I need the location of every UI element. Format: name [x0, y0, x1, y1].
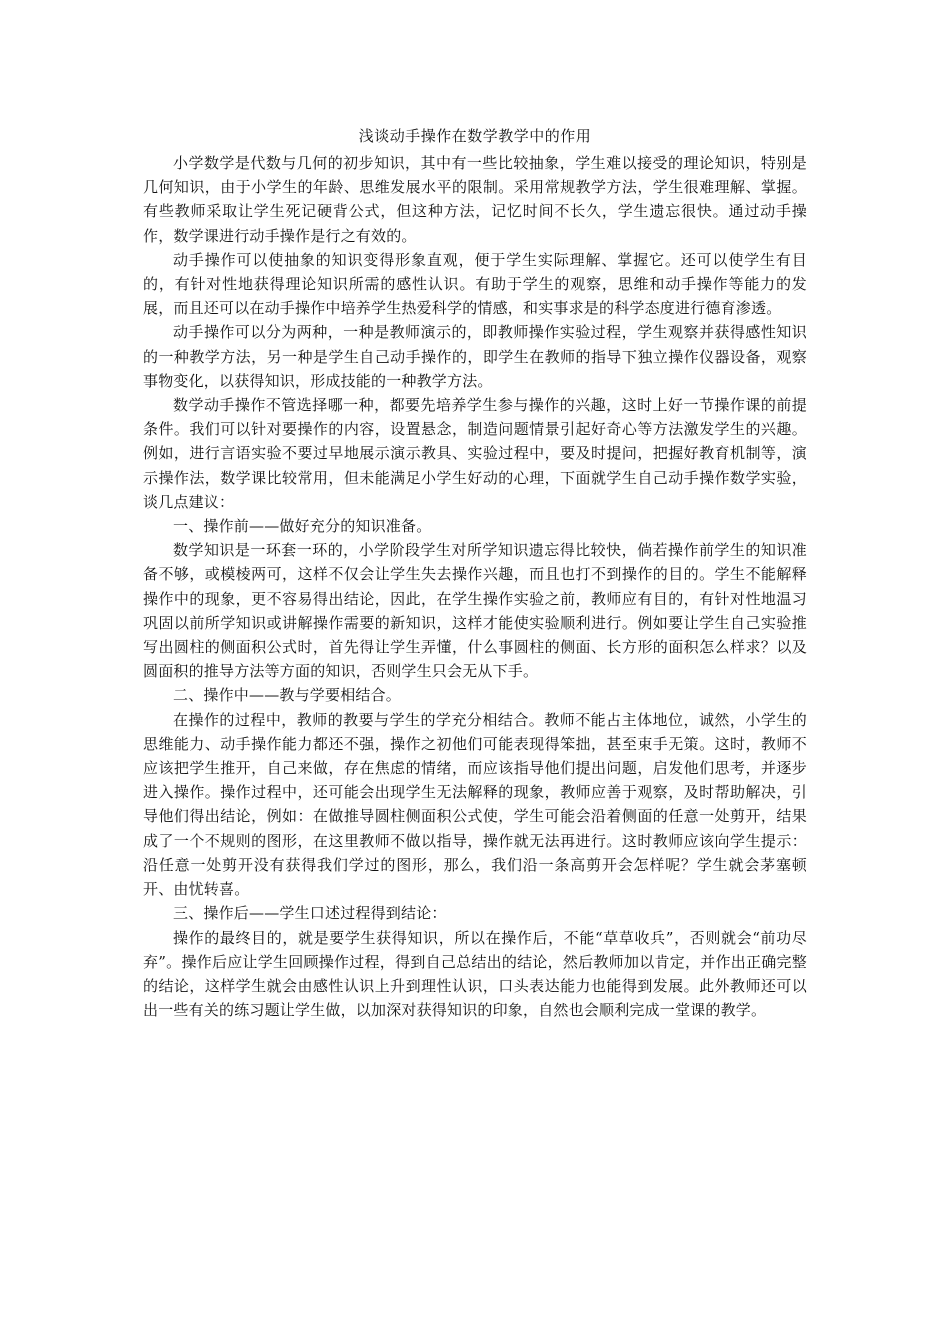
section-heading-after: 三、操作后——学生口述过程得到结论： [173, 904, 447, 923]
paragraph-before: 数学知识是一环套一环的，小学阶段学生对所学知识遗忘得比较快，倘若操作前学生的知识准备不够，或模棱两可，这样不仅会让学生失去操作兴趣，而且也打不到操作的目的。学生不能解释操作中的现象，更不容易得出结论，因此，在学生操作实验之前，教师应有目的，有针对性地温习巩固以前所学知识或讲解操作需要的新知识，这样才能使实验顺利进行。例如要让学生自己实验推写出圆柱的侧面积公式时，首先得让学生弄懂，什么事圆柱的侧面、长方形的面积怎么样求？以及圆面积的推导方法等方面的知识，否则学生只会无从下手。 [143, 541, 807, 681]
document-page [143, 121, 807, 1022]
document-title: 浅谈动手操作在数学教学中的作用 [358, 127, 592, 145]
section-heading-before: 一、操作前——做好充分的知识准备。 [173, 517, 432, 536]
paragraph-benefits: 动手操作可以使抽象的知识变得形象直观，便于学生实际理解、掌握它。还可以使学生有目的，有针对性地获得理论知识所需的感性认识。有助于学生的观察，思维和动手操作等能力的发展，而且还可以在动手操作中培养学生热爱科学的情感，和实事求是的科学态度进行德育渗透。 [143, 250, 807, 318]
paragraph-after: 操作的最终目的，就是要学生获得知识，所以在操作后，不能“草草收兵”，否则就会“前功尽弃”。操作后应让学生回顾操作过程，得到自己总结出的结论，然后教师加以肯定，并作出正确完整的结论，这样学生就会由感性认识上升到理性认识，口头表达能力也能得到发展。此外教师还可以出一些有关的练习题让学生做，以加深对获得知识的印象，自然也会顺利完成一堂课的教学。 [143, 928, 807, 1020]
paragraph-types: 动手操作可以分为两种，一种是教师演示的，即教师操作实验过程，学生观察并获得感性知识的一种教学方法，另一种是学生自己动手操作的，即学生在教师的指导下独立操作仪器设备，观察事物变化，以获得知识，形成技能的一种教学方法。 [143, 323, 807, 390]
section-heading-during: 二、操作中——教与学要相结合。 [173, 686, 402, 705]
paragraph-intro: 小学数学是代数与几何的初步知识，其中有一些比较抽象，学生难以接受的理论知识，特别是几何知识，由于小学生的年龄、思维发展水平的限制。采用常规教学方法，学生很难理解、掌握。有些教师采取让学生死记硬背公式，但这种方法，记忆时间不长久，学生遗忘很快。通过动手操作，数学课进行动手操作是行之有效的。 [143, 154, 807, 245]
paragraph-during: 在操作的过程中，教师的教要与学生的学充分相结合。教师不能占主体地位，诚然，小学生的思维能力、动手操作能力都还不强，操作之初他们可能表现得笨拙，甚至束手无策。这时，教师不应该把学生推开，自己来做，存在焦虑的情绪，而应该指导他们提出问题，启发他们思考，并逐步进入操作。操作过程中，还可能会出现学生无法解释的现象，教师应善于观察，及时帮助解决，引导他们得出结论，例如：在做推导圆柱侧面积公式使，学生可能会沿着侧面的任意一处剪开，结果成了一个不规则的图形，在这里教师不做以指导，操作就无法再进行。这时教师应该向学生提示：沿任意一处剪开没有获得我们学过的图形，那么，我们沿一条高剪开会怎样呢？学生就会茅塞顿开、由忧转喜。 [143, 710, 807, 899]
paragraph-interest: 数学动手操作不管选择哪一种，都要先培养学生参与操作的兴趣，这时上好一节操作课的前提条件。我们可以针对要操作的内容，设置悬念，制造问题情景引起好奇心等方法激发学生的兴趣。例如，进行言语实验不要过早地展示演示教具、实验过程中，要及时提问，把握好教育机制等，演示操作法，数学课比较常用，但未能满足小学生好动的心理，下面就学生自己动手操作数学实验，谈几点建议： [143, 396, 807, 511]
